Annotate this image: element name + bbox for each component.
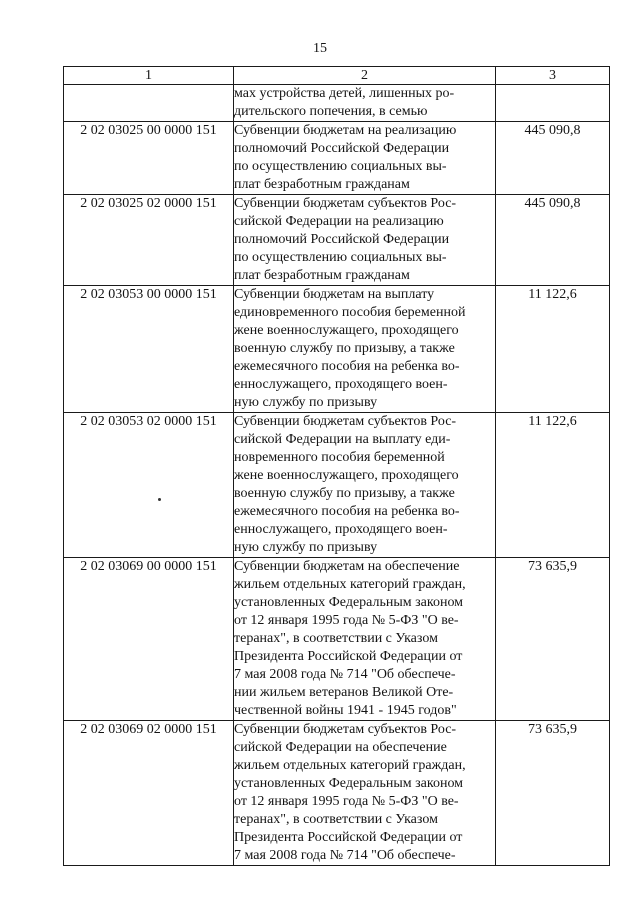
description-line: еннослужащего, проходящего воен- [234, 377, 448, 392]
row-amount: 11 122,6 [496, 286, 610, 413]
description-line: новременного пособия беременной [234, 450, 445, 465]
header-col-2: 2 [234, 67, 496, 85]
row-code: 2 02 03025 02 0000 151 [64, 195, 234, 286]
row-description [234, 721, 496, 866]
scan-speck [158, 498, 161, 501]
description-line: 7 мая 2008 года № 714 "Об обеспече- [234, 667, 456, 682]
description-line: сийской Федерации на обеспечение [234, 740, 447, 755]
row-amount: 73 635,9 [496, 721, 610, 866]
table-header-row [64, 67, 610, 85]
description-line: жене военнослужащего, проходящего [234, 468, 459, 483]
description-line: плат безработным гражданам [234, 268, 410, 283]
row-description [234, 195, 496, 286]
row-description [234, 122, 496, 195]
description-line: ежемесячного пособия на ребенка во- [234, 359, 460, 374]
description-line: 7 мая 2008 года № 714 "Об обеспече- [234, 848, 456, 863]
row-code: 2 02 03025 00 0000 151 [64, 122, 234, 195]
description-line: сийской Федерации на выплату еди- [234, 432, 451, 447]
description-line: Президента Российской Федерации от [234, 830, 463, 845]
description-line: военную службу по призыву, а также [234, 486, 455, 501]
table-row [64, 558, 610, 721]
description-line: ную службу по призыву [234, 395, 378, 410]
row-code: 2 02 03053 02 0000 151 [64, 413, 234, 558]
description-line: Субвенции бюджетам субъектов Рос- [234, 196, 457, 211]
table-row [64, 85, 610, 122]
row-amount: 445 090,8 [496, 122, 610, 195]
budget-table [63, 66, 610, 866]
description-line: мах устройства детей, лишенных ро- [234, 86, 455, 101]
description-line: ежемесячного пособия на ребенка во- [234, 504, 460, 519]
description-line: жене военнослужащего, проходящего [234, 323, 459, 338]
row-code: 2 02 03053 00 0000 151 [64, 286, 234, 413]
description-line: жильем отдельных категорий граждан, [234, 577, 466, 592]
description-line: военную службу по призыву, а также [234, 341, 455, 356]
description-line: дительского попечения, в семью [234, 104, 428, 119]
description-line: от 12 января 1995 года № 5-ФЗ "О ве- [234, 794, 459, 809]
description-line: нии жильем ветеранов Великой Оте- [234, 685, 454, 700]
page-number: 15 [313, 41, 327, 56]
header-col-1: 1 [64, 67, 234, 85]
description-line: еннослужащего, проходящего воен- [234, 522, 448, 537]
row-description [234, 286, 496, 413]
row-amount: 73 635,9 [496, 558, 610, 721]
description-line: чественной войны 1941 - 1945 годов" [234, 703, 457, 718]
description-line: Субвенции бюджетам субъектов Рос- [234, 722, 457, 737]
description-line: теранах", в соответствии с Указом [234, 631, 438, 646]
description-line: Субвенции бюджетам субъектов Рос- [234, 414, 457, 429]
row-amount: 445 090,8 [496, 195, 610, 286]
table-row [64, 413, 610, 558]
row-description [234, 413, 496, 558]
row-description [234, 85, 496, 122]
table-row [64, 721, 610, 866]
description-line: от 12 января 1995 года № 5-ФЗ "О ве- [234, 613, 459, 628]
description-line: полномочий Российской Федерации [234, 141, 450, 156]
description-line: полномочий Российской Федерации [234, 232, 450, 247]
row-code: 2 02 03069 02 0000 151 [64, 721, 234, 866]
row-amount [496, 85, 610, 122]
row-code [64, 85, 234, 122]
description-line: Субвенции бюджетам на реализацию [234, 123, 457, 138]
description-line: установленных Федеральным законом [234, 776, 464, 791]
description-line: установленных Федеральным законом [234, 595, 464, 610]
description-line: по осуществлению социальных вы- [234, 159, 447, 174]
description-line: Президента Российской Федерации от [234, 649, 463, 664]
row-description [234, 558, 496, 721]
table-row [64, 286, 610, 413]
header-col-3: 3 [496, 67, 610, 85]
table-row [64, 122, 610, 195]
description-line: плат безработным гражданам [234, 177, 410, 192]
row-amount: 11 122,6 [496, 413, 610, 558]
description-line: Субвенции бюджетам на выплату [234, 287, 435, 302]
description-line: по осуществлению социальных вы- [234, 250, 447, 265]
description-line: единовременного пособия беременной [234, 305, 466, 320]
description-line: ную службу по призыву [234, 540, 378, 555]
description-line: сийской Федерации на реализацию [234, 214, 444, 229]
table-row [64, 195, 610, 286]
row-code: 2 02 03069 00 0000 151 [64, 558, 234, 721]
description-line: жильем отдельных категорий граждан, [234, 758, 466, 773]
description-line: Субвенции бюджетам на обеспечение [234, 559, 460, 574]
description-line: теранах", в соответствии с Указом [234, 812, 438, 827]
